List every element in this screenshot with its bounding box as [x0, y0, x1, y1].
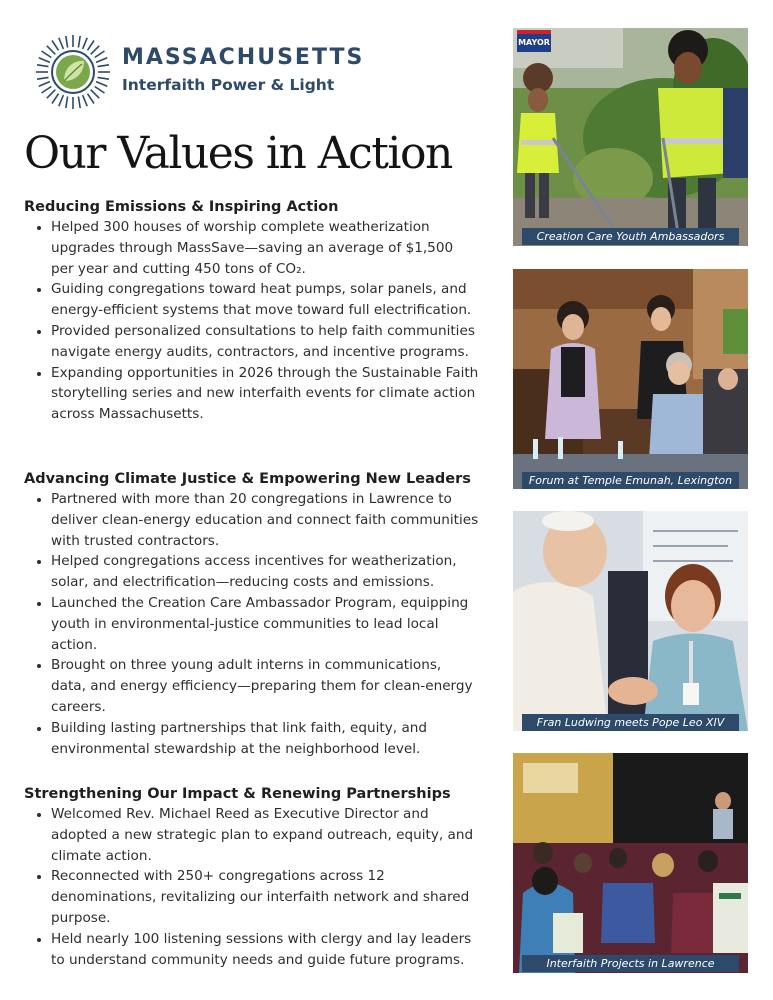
photo-caption: Creation Care Youth Ambassadors: [522, 228, 739, 245]
logo: [34, 33, 364, 113]
mayor-sign-text: MAYOR: [518, 38, 550, 47]
org-subtitle: Interfaith Power & Light: [122, 76, 335, 94]
page-title: Our Values in Action: [24, 128, 452, 179]
list-item: • Guiding congregations toward heat pumps, solar panels, and energy-efficient systems that move toward full electrification.: [51, 279, 480, 321]
photo-youth-ambassadors: [513, 28, 748, 246]
photo-caption: Forum at Temple Emunah, Lexington: [522, 472, 739, 489]
photo-caption: Fran Ludwing meets Pope Leo XIV: [522, 714, 739, 731]
list-item: • Launched the Creation Care Ambassador Program, equipping youth in environmental-justice communities to lead local action.: [51, 593, 480, 655]
sun-leaf-logo-icon: [34, 33, 112, 111]
photo-pope-meeting: [513, 511, 748, 731]
lawrence-projects-image: [513, 753, 748, 973]
section-climate-justice: [24, 471, 480, 759]
section-heading: Advancing Climate Justice & Empowering New Leaders: [24, 471, 471, 487]
bullet-list: [24, 217, 480, 425]
photo-lawrence-projects: [513, 753, 748, 973]
list-item: • Brought on three young adult interns in communications, data, and energy efficiency—preparing them for clean-energy careers.: [51, 655, 480, 717]
forum-image: [513, 269, 748, 489]
section-partnerships: [24, 786, 480, 970]
list-item: • Reconnected with 250+ congregations across 12 denominations, revitalizing our interfaith network and shared purpose.: [51, 866, 480, 928]
bullet-list: [24, 804, 480, 970]
list-item: • Helped 300 houses of worship complete weatherization upgrades through MassSave—saving an average of $1,500 per year and cutting 450 tons of CO₂.: [51, 217, 480, 279]
list-item: • Provided personalized consultations to help faith communities navigate energy audits, contractors, and incentive programs.: [51, 321, 480, 363]
youth-ambassadors-image: [513, 28, 748, 246]
list-item: • Expanding opportunities in 2026 through the Sustainable Faith storytelling series and new interfaith events for climate action across Massachusetts.: [51, 363, 480, 425]
bullet-list: [24, 489, 480, 759]
pope-meeting-image: [513, 511, 748, 731]
list-item: • Partnered with more than 20 congregations in Lawrence to deliver clean-energy education and connect faith communities with trusted contractors.: [51, 489, 480, 551]
section-heading: Strengthening Our Impact & Renewing Partnerships: [24, 786, 451, 802]
section-heading: Reducing Emissions & Inspiring Action: [24, 199, 339, 215]
section-reducing-emissions: [24, 199, 480, 425]
list-item: • Helped congregations access incentives for weatherization, solar, and electrification—reducing costs and emissions.: [51, 551, 480, 593]
list-item: • Building lasting partnerships that link faith, equity, and environmental stewardship at the neighborhood level.: [51, 718, 480, 760]
org-name: MASSACHUSETTS: [122, 45, 365, 70]
list-item: • Welcomed Rev. Michael Reed as Executive Director and adopted a new strategic plan to expand outreach, equity, and climate action.: [51, 804, 480, 866]
list-item: • Held nearly 100 listening sessions with clergy and lay leaders to understand community needs and guide future programs.: [51, 929, 480, 971]
photo-forum-temple-emunah: [513, 269, 748, 489]
photo-caption: Interfaith Projects in Lawrence: [522, 955, 739, 972]
